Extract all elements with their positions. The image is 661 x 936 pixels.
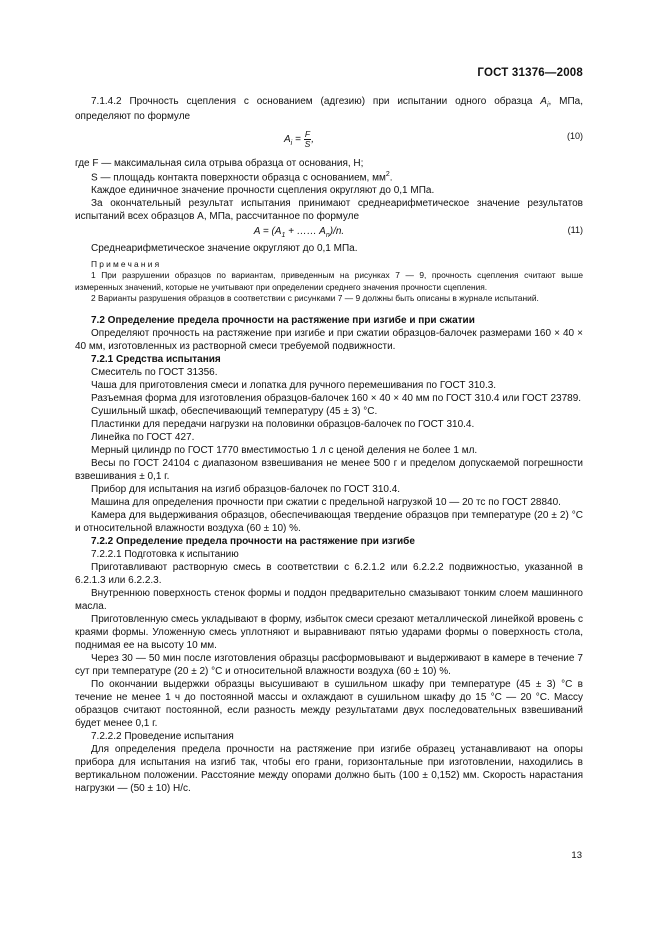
equipment-item: Смеситель по ГОСТ 31356.: [91, 367, 218, 379]
document-header: ГОСТ 31376—2008: [477, 67, 583, 79]
round-rule-1: Каждое единичное значение прочности сцепления округляют до 0,1 МПа.: [91, 185, 435, 197]
where-s: [75, 170, 583, 184]
round-rule-2: Среднеарифметическое значение округляют до 0,1 МПа.: [91, 243, 358, 255]
var-ai: $A_i$: [540, 96, 549, 109]
formula-11: [75, 225, 583, 242]
equipment-item: Камера для выдерживания образцов, обеспечивающая твердение образцов при температуре (20 ± 2) °С и относительной влажности воздуха (60 ± 10) %.: [75, 510, 583, 535]
prep-step: Приготавливают растворную смесь в соответствии с 6.2.1.2 или 6.2.2.2 подвижностью, указанной в 6.2.1.3 или 6.2.2.3.: [75, 562, 583, 587]
section-7-2-text: Определяют прочность на растяжение при изгибе и при сжатии образцов-балочек размерами 160 × 40 × 40 мм, изготовленных из растворной смеси требуемой подвижности.: [75, 328, 583, 353]
formula-10-denominator: S: [304, 139, 311, 150]
formula-10-numerator: F: [304, 129, 311, 140]
where-s-sup: 2: [385, 171, 390, 179]
final-result-text: За окончательный результат испытания принимают среднеарифметическое значение результатов испытаний всех образцов А, МПа, рассчитанное по формуле: [75, 198, 583, 223]
formula-10-number: (10): [566, 131, 583, 142]
equipment-item: Сушильный шкаф, обеспечивающий температуру (45 ± 3) °С.: [91, 406, 378, 418]
paragraph-7142: [75, 95, 583, 123]
paragraph-7142-start: 7.1.4.2 Прочность сцепления с основанием (адгезию) при испытании одного образца: [91, 96, 541, 107]
conduct-text: Для определения предела прочности на растяжение при изгибе образец устанавливают на опоры прибора для испытания на изгиб так, чтобы его грани, горизонтальные при изготовлении, находились в вертикальном положении. Расстояние между опорами должно быть (100 ± 0,152) мм. Скорость нарастания нагрузки — (50 ± 10) Н/с.: [75, 744, 583, 795]
equipment-item: Весы по ГОСТ 24104 с диапазоном взвешивания не менее 500 г и пределом допускаемой погрешности взвешивания ± 0,1 г.: [75, 458, 583, 483]
formula-11-start: A = (A: [253, 226, 282, 238]
formula-11-sub1: 1: [281, 232, 286, 240]
page-number: 13: [571, 850, 582, 861]
prep-step: Внутреннюю поверхность стенок формы и поддон предварительно смазывают тонким слоем машинного масла.: [75, 588, 583, 613]
document-body: [75, 95, 583, 795]
equipment-item: Машина для определения прочности при сжатии с предельной нагрузкой 10 — 20 тс по ГОСТ 28840.: [91, 497, 561, 509]
equipment-item: Линейка по ГОСТ 427.: [91, 432, 195, 444]
section-7-2-title: 7.2 Определение предела прочности на растяжение при изгибе и при сжатии: [91, 315, 475, 327]
paragraph-7142-end: , МПа, определяют по формуле: [75, 96, 583, 123]
formula-10-eq: =: [292, 134, 304, 146]
equipment-item: Пластинки для передачи нагрузки на половинки образцов-балочек по ГОСТ 310.4.: [91, 419, 475, 431]
formula-10-sub: i: [290, 140, 293, 148]
section-7-2-2-title: 7.2.2 Определение предела прочности на растяжение при изгибе: [91, 536, 415, 548]
equipment-item: Чаша для приготовления смеси и лопатка для ручного перемешивания по ГОСТ 310.3.: [91, 380, 497, 392]
section-7-2-1-title: 7.2.1 Средства испытания: [91, 354, 221, 366]
where-s-end: .: [389, 172, 393, 184]
formula-11-mid: + …… A: [285, 226, 326, 238]
formula-10-lhs: A: [283, 134, 291, 146]
prep-step: Приготовленную смесь укладывают в форму, избыток смеси срезают металлической линейкой вровень с краями формы. Уложенную смесь уплотняют и выравнивают пятью ударами формы о поверхность стола, поднимая ее на высоту 10 мм.: [75, 614, 583, 652]
equipment-item: Мерный цилиндр по ГОСТ 1770 вместимостью 1 л с ценой деления не более 1 мл.: [91, 445, 478, 457]
section-7-2-2-2-title: 7.2.2.2 Проведение испытания: [91, 731, 234, 743]
prep-step: По окончании выдержки образцы высушивают в сушильном шкафу при температуре (45 ± 3) °С в течение не менее 1 ч до постоянной массы и охлаждают в сушильном шкафу до 15 °С — 20 °С. Массу образцов считают постоянной, если разность между результатами двух последовательных взвешиваний будет менее 0,1 г.: [75, 679, 583, 730]
note-2: 2 Варианты разрушения образцов в соответствии с рисунками 7 — 9 должны быть описаны в журнале испытаний.: [91, 293, 539, 304]
formula-11-sub2: n: [325, 232, 330, 240]
section-7-2-2-1-title: 7.2.2.1 Подготовка к испытанию: [91, 549, 239, 561]
equipment-item: Разъемная форма для изготовления образцов-балочек 160 × 40 × 40 мм по ГОСТ 310.4 или ГОСТ 23789.: [91, 393, 582, 405]
where-f: где F — максимальная сила отрыва образца от основания, Н;: [75, 158, 364, 170]
formula-11-number: (11): [567, 225, 583, 236]
formula-11-tail: )/n.: [329, 226, 345, 238]
formula-10-tail: ,: [311, 134, 315, 146]
where-s-text: S — площадь контакта поверхности образца с основанием, мм: [91, 172, 386, 184]
formula-10: [75, 127, 583, 151]
prep-step: Через 30 — 50 мин после изготовления образцы расформовывают и выдерживают в камере в течение 7 сут при температуре (20 ± 2) °С и относительной влажности воздуха (60 ± 10) %.: [75, 653, 583, 678]
notes-heading: Примечания: [91, 259, 162, 270]
note-1: 1 При разрушении образцов по вариантам, приведенным на рисунках 7 — 9, прочность сцепления считают выше измеренных значений, которые не учитывают при определении среднего значения прочности сцепления.: [75, 270, 583, 292]
equipment-item: Прибор для испытания на изгиб образцов-балочек по ГОСТ 310.4.: [91, 484, 401, 496]
